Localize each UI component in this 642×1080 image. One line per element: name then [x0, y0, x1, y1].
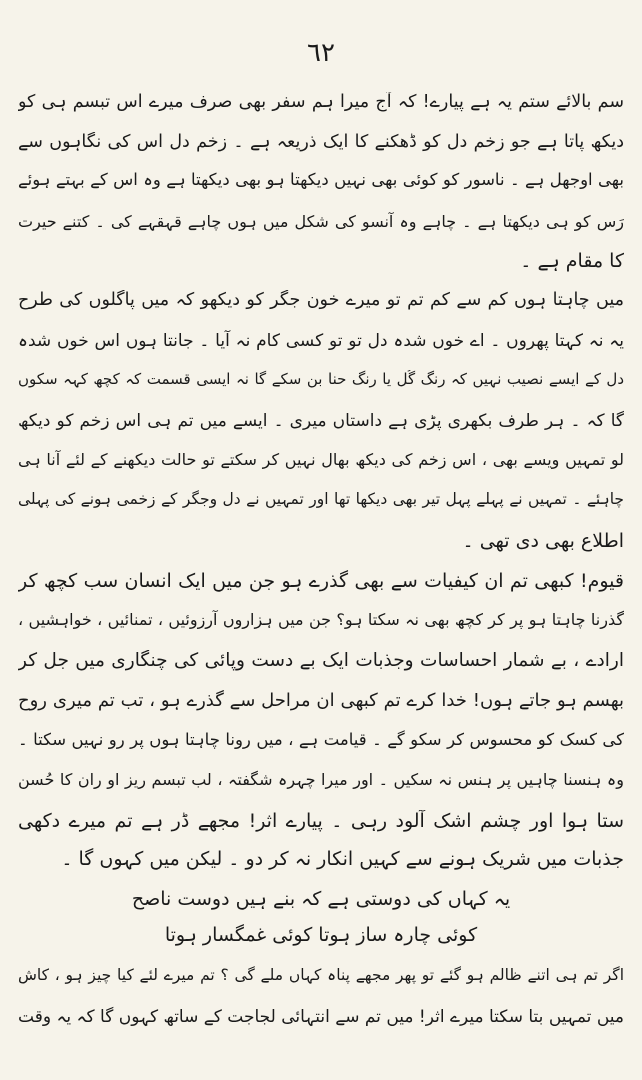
text-line: سمِ بالائے ستم یہ ہے پیارے! کہ آج میرا ہم سفر بھی صرف میرے اس تبسم ہی کو	[18, 92, 624, 112]
verse-line: یہ کہاں کی دوستی ہے کہ بنے ہیں دوست ناصح	[131, 888, 511, 910]
text-line: ارادے ، بے شمار احساسات وجذبات ایک بے دست وپائی کی چنگاری میں جل کر	[18, 650, 624, 671]
text-line: چاہئے ۔ تمہیں نے پہلے پہل تیر بھی دیکھا تھا اور تمہیں نے دل وجگر کے زخمی ہونے کی پہلی	[18, 490, 624, 508]
text-line: لو تمہیں ویسے بھی ، اس زخم کی دیکھ بھال نہیں کر سکتے تو حالت دیکھنے کے لئے آنا ہی	[18, 450, 624, 469]
text-line: دیکھ پاتا ہے جو زخم دل کو ڈھکنے کا ایک ذریعہ ہے ۔ زخمِ دل اس کی نگاہوں سے	[18, 132, 624, 152]
text-line: میں تمہیں بتا سکتا میرے اثر! میں تم سے انتہائی لجاجت کے ساتھ کہوں گا کہ یہ وقت	[18, 1007, 624, 1027]
text-line: گذرنا چاہتا ہو پر کر کچھ بھی نہ سکتا ہو؟ جن میں ہزاروں آرزوئیں ، تمنائیں ، خواہشیں ،	[18, 610, 624, 629]
text-line: میں چاہتا ہوں کم سے کم تم تو میرے خون جگر کو دیکھو کہ میں پاگلوں کی طرح	[18, 290, 624, 310]
text-line: اگر تم ہی اتنے ظالم ہو گئے تو پھر مجھے پناہ کہاں ملے گی ؟ تم میرے لئے کیا چیز ہو ، کاش	[18, 966, 624, 984]
text-line: کی کسک کو محسوس کر سکو گے ۔ قیامت ہے ، میں رونا چاہتا ہوں پر رو نہیں سکتا ۔	[18, 730, 624, 749]
text-line: بھی اوجھل ہے ۔ ناسور کو کوئی بھی نہیں دیکھتا ہو بھی دیکھتا ہے وہ اس کے بہتے ہوئے	[18, 170, 624, 189]
text-line: بھسم ہو جاتے ہوں! خدا کرے تم کبھی ان مراحل سے گذرے ہو ، تب تم میری روح	[18, 690, 624, 711]
text-line: کا مقام ہے ۔	[520, 250, 624, 272]
text-line: قیوم! کبھی تم ان کیفیات سے بھی گذرے ہو جن میں ایک انسان سب کچھ کر	[18, 570, 624, 592]
verse-line: کوئی چارہ ساز ہوتا کوئی غمگسار ہوتا	[164, 924, 478, 946]
text-line: گا کہ ۔ ہر طرف بکھری پڑی ہے داستاں میری ۔ ایسے میں تم ہی اس زخم کو دیکھ	[18, 411, 624, 431]
text-line: اطلاع بھی دی تھی ۔	[462, 530, 624, 552]
text-line: دل کے ایسے نصیب نہیں کہ رنگ گُل یا رنگ حنا بن سکے گا نہ ایسی قسمت کہ کچھ کہہ سکوں	[18, 370, 624, 388]
page-number: ٦٢	[307, 38, 335, 68]
text-line: ستا ہوا اور چشمِ اشک آلود رہی ۔ پیارے اثر! مجھے ڈر ہے تم میرے دکھی	[18, 810, 624, 832]
text-line: وہ ہنسنا چاہیں پر ہنس نہ سکیں ۔ اور میرا چہرہ شگفتہ ، لب تبسم ریز او ران کا حُسن	[18, 770, 624, 789]
text-line: جذبات میں شریک ہونے سے کہیں انکار نہ کر دو ۔ لیکن میں کہوں گا ۔	[61, 848, 624, 870]
text-line: رَس کو ہی دیکھتا ہے ۔ چاہے وہ آنسو کی شکل میں ہوں چاہے قہقہے کی ۔ کتنے حیرت	[18, 212, 624, 231]
text-line: یہ نہ کہتا پھروں ۔ اے خوں شدہ دل تو تو کسی کام نہ آیا ۔ جانتا ہوں اس خوں شدہ	[18, 331, 624, 351]
